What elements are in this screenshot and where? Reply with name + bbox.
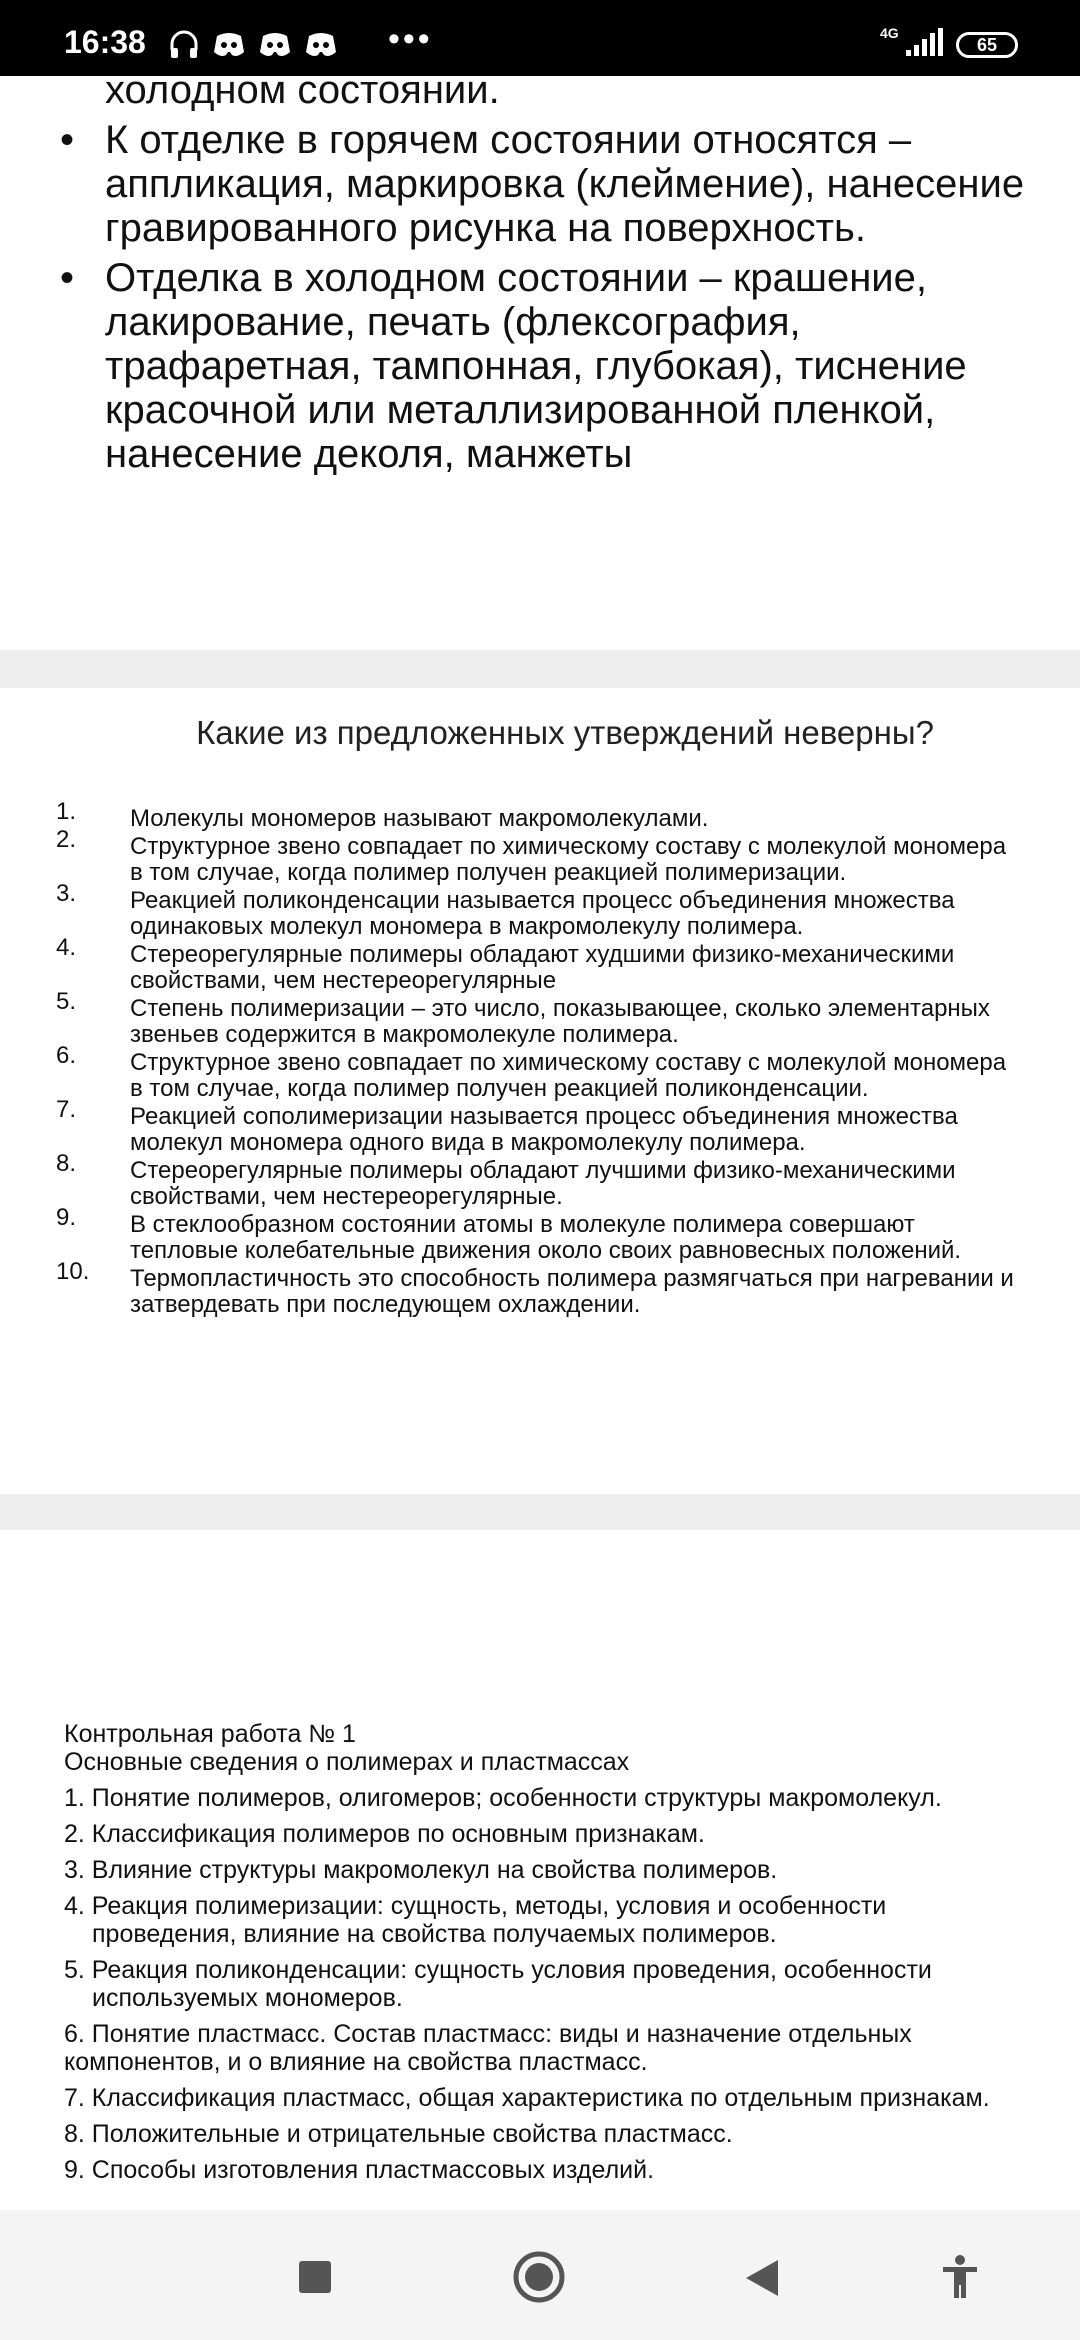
list-item: 4. Реакция полимеризации: сущность, методы, условия и особенности проведения, влияние на свойства получаемых полимеров. [64,1892,887,1948]
heading-topic: Основные сведения о полимерах и пластмассах [64,1748,630,1776]
item-text: Реакцией сополимеризации называется процесс объединения множества молекул мономера одного вида в макромолекулу полимера. [130,1103,958,1156]
discord-icon [258,30,292,58]
list-item [56,1204,1016,1264]
list-item [56,1096,1016,1156]
discord-icon [304,30,338,58]
network-type: 4G [880,25,899,41]
list-item [56,1150,1016,1210]
item-number: 2. [56,826,77,853]
item-number: 7. [56,1096,77,1123]
heading-control-work: Контрольная работа № 1 [64,1720,356,1748]
item-text: Степень полимеризации – это число, показывающее, сколько элементарных звеньев содержится в макромолекуле полимера. [130,995,990,1048]
status-time: 16:38 [64,24,146,60]
control-work-list [64,1720,1024,2184]
bullet-continuation: холодном состоянии. [105,68,500,112]
discord-icon [212,30,246,58]
bullet-dot: • [60,118,75,162]
list-item: 1. Понятие полимеров, олигомеров; особенности структуры макромолекул. [64,1784,942,1812]
more-notifications-icon: ••• [388,20,433,58]
battery-level: 65 [976,35,998,55]
item-number: 1. [56,798,77,825]
signal-icon [904,28,944,58]
notification-icons [168,28,338,60]
item-text: Термопластичность это способность полимера размягчаться при нагревании и затвердевать при последующем охлаждении. [130,1265,1014,1318]
slide-quiz [0,688,1080,1494]
item-text: Структурное звено совпадает по химическому составу с молекулой мономера в том случае, когда полимер получен реакцией поликонденсации. [130,1049,1007,1102]
battery-icon [956,32,1018,58]
navigation-bar [0,2210,1080,2340]
quiz-list [56,798,1016,1320]
item-number: 4. [56,934,77,961]
list-item [56,1258,1016,1318]
list-item [56,880,1016,940]
list-item: 6. Понятие пластмасс. Состав пластмасс: виды и назначение отдельных компонентов, и о влияние на свойства пластмасс. [64,2020,912,2076]
list-item: 3. Влияние структуры макромолекул на свойства полимеров. [64,1856,778,1884]
list-item [56,988,1016,1048]
list-item [56,1042,1016,1102]
list-item: 7. Классификация пластмасс, общая характеристика по отдельным признакам. [64,2084,990,2112]
status-bar [0,0,1080,76]
bullet-text: Отделка в холодном состоянии – крашение, лакирование, печать (флексография, трафаретная, тампонная, глубокая), тиснение красочной или металлизированной пленкой, нанесение деколя, манжеты [105,256,967,476]
item-number: 10. [56,1258,90,1285]
item-text: В стеклообразном состоянии атомы в молекуле полимера совершают тепловые колебательные движения около своих равновесных положений. [130,1211,962,1264]
item-text: Стереорегулярные полимеры обладают худшими физико-механическими свойствами, чем нестереорегулярные [130,941,955,994]
list-item: 9. Способы изготовления пластмассовых изделий. [64,2156,655,2184]
list-item: 2. Классификация полимеров по основным признакам. [64,1820,705,1848]
bullet-dot: • [60,256,75,300]
list-item: 5. Реакция поликонденсации: сущность условия проведения, особенности используемых мономеров. [64,1956,932,2012]
bullet-text: К отделке в горячем состоянии относятся – аппликация, маркировка (клеймение), нанесение гравированного рисунка на поверхность. [105,118,1025,250]
item-text: Структурное звено совпадает по химическому составу с молекулой мономера в том случае, когда полимер получен реакцией полимеризации. [130,833,1007,886]
list-item [56,826,1016,886]
bullet-item [60,256,1040,476]
bullet-list [60,68,1040,476]
item-number: 8. [56,1150,77,1177]
back-triangle-icon[interactable] [744,2258,780,2298]
item-text: Молекулы мономеров называют макромолекулами. [130,805,709,832]
item-text: Стереорегулярные полимеры обладают лучшими физико-механическими свойствами, чем нестереорегулярные. [130,1157,956,1210]
item-number: 5. [56,988,77,1015]
list-item: 8. Положительные и отрицательные свойства пластмасс. [64,2120,733,2148]
list-item [56,798,1016,832]
bullet-item [60,118,1040,250]
item-number: 6. [56,1042,77,1069]
item-number: 9. [56,1204,77,1231]
accessibility-icon[interactable] [940,2254,980,2300]
home-circle-icon[interactable] [512,2250,566,2304]
headphones-icon [168,28,200,60]
quiz-title: Какие из предложенных утверждений неверны? [196,714,934,751]
recents-square-icon[interactable] [298,2260,332,2294]
item-text: Реакцией поликонденсации называется процесс объединения множества одинаковых молекул мономера в макромолекулу полимера. [130,887,955,940]
slide-control-work [0,1530,1080,2210]
slide-text-finishing [0,68,1080,650]
list-item [56,934,1016,994]
item-number: 3. [56,880,77,907]
